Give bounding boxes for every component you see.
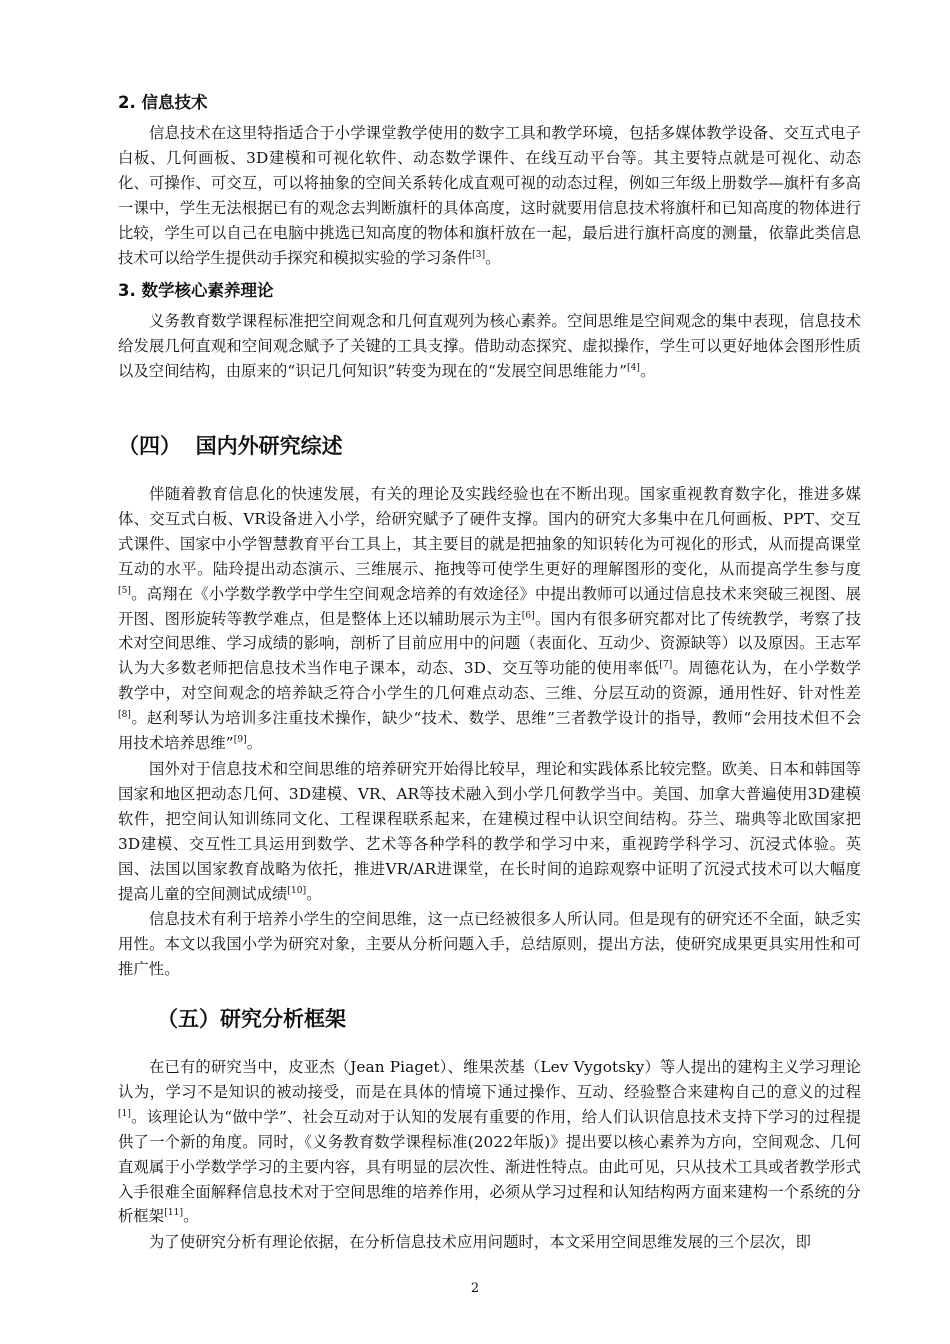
- paragraph-text: 伴随着教育信息化的快速发展，有关的理论及实践经验也在不断出现。国家重视教育数字化，推进多媒体、交互式白板、VR设备进入小学，给研究赋予了硬件支撑。国内的研究大多集中在几何画板、PPT、交互式课件、国家中小学智慧教育平台工具上，其主要目的就是把抽象的知识转化为可视化的形式，从而提高课堂互动的水平。陆玲提出动态演示、三维展示、拖拽等可使学生更好的理解图形的变化，从而提高学生参与度: [118, 485, 861, 578]
- paragraph-text: 。: [246, 734, 263, 753]
- citation-ref: [9]: [233, 735, 247, 746]
- paragraph-text: 义务教育数学课程标准把空间观念和几何直观列为核心素养。空间思维是空间观念的集中表现，信息技术给发展几何直观和空间观念赋予了关键的工具支撑。借助动态探究、虚拟操作，学生可以更好地体会图形性质以及空间结构，由原来的“识记几何知识”转变为现在的“发展空间思维能力”: [118, 312, 861, 380]
- paragraph-info-tech: [118, 121, 861, 270]
- paragraph-foreign-research: [118, 757, 861, 906]
- paragraph-text: 。: [485, 248, 501, 267]
- section-heading-info-tech: 2. 信息技术: [118, 93, 208, 112]
- paragraph-text: 在已有的研究当中，皮亚杰（Jean Piaget）、维果茨基（Lev Vygotsky）等人提出的建构主义学习理论认为，学习不是知识的被动接受，而是在具体的情境下通过操作、互动、经验整合来建构自己的意义的过程: [118, 1058, 861, 1101]
- section-heading-core-literacy: 3. 数学核心素养理论: [118, 281, 274, 300]
- paragraph-text: 信息技术在这里特指适合于小学课堂教学使用的数字工具和教学环境，包括多媒体教学设备、交互式电子白板、几何画板、3D建模和可视化软件、动态数学课件、在线互动平台等。其主要特点就是可视化、动态化、可操作、可交互，可以将抽象的空间关系转化成直观可视的动态过程，例如三年级上册数学—旗杆有多高一课中，学生无法根据已有的观念去判断旗杆的具体高度，这时就要用信息技术将旗杆和已知高度的物体进行比较，学生可以自己在电脑中挑选已知高度的物体和旗杆放在一起，最后进行旗杆高度的测量，依靠此类信息技术可以给学生提供动手探究和模拟实验的学习条件: [118, 124, 861, 267]
- paragraph-text: 。高翔在《小学数学教学中学生空间观念培养的有效途径》中提出教师可以通过信息技术来突破三视图、展开图、图形旋转等教学难点，但是整体上还以辅助展示为主: [118, 584, 861, 628]
- chapter-heading-review: （四） 国内外研究综述: [118, 434, 343, 458]
- citation-ref: [4]: [627, 362, 641, 373]
- page-number: 2: [470, 1281, 480, 1296]
- paragraph-domestic-research: [118, 482, 861, 756]
- citation-ref: [6]: [521, 610, 535, 621]
- paragraph-text: 国外对于信息技术和空间思维的培养研究开始得比较早，理论和实践体系比较完整。欧美、日本和韩国等国家和地区把动态几何、3D建模、VR、AR等技术融入到小学几何教学当中。美国、加拿大普遍使用3D建模软件，把空间认知训练同文化、工程课程联系起来，在建模过程中认识空间结构。芬兰、瑞典等北欧国家把3D建模、交互性工具运用到数学、艺术等各种学科的教学和学习中来，重视跨学科学习、沉浸式体验。英国、法国以国家教育战略为依托，推进VR/AR进课堂，在长时间的追踪观察中证明了沉浸式技术可以大幅度提高儿童的空间测试成绩: [118, 760, 861, 903]
- paragraph-review-summary: 信息技术有利于培养小学生的空间思维，这一点已经被很多人所认同。但是现有的研究还不全面，缺乏实用性。本文以我国小学为研究对象，主要从分析问题入手，总结原则，提出方法，使研究成果更具实用性和可推广性。: [118, 910, 861, 978]
- citation-ref: [7]: [659, 660, 673, 671]
- citation-ref: [5]: [118, 585, 132, 596]
- paragraph-text: 。国内有很多研究都对比了传统教学，考察了技术对空间思维、学习成绩的影响，剖析了目前应用中的问题（表面化、互动少、资源缺等）以及原因。王志军认为大多数老师把信息技术当作电子课本，动态、3D、交互等功能的使用率低: [118, 609, 861, 678]
- paragraph-text: 。该理论认为“做中学”、社会互动对于认知的发展有重要的作用，给人们认识信息技术支持下学习的过程提供了一个新的角度。同时，《义务教育数学课程标准(2022年版)》提出要以核心素养为方向，空间观念、几何直观属于小学数学学习的主要内容，具有明显的层次性、渐进性特点。由此可见，只从技术工具或者教学形式入手很难全面解释信息技术对于空间思维的培养作用，必须从学习过程和认知结构两方面来建构一个系统的分析框架: [118, 1107, 861, 1226]
- citation-ref: [3]: [472, 249, 486, 260]
- paragraph-text: 。: [640, 361, 656, 380]
- paragraph-text: 。: [183, 1207, 199, 1226]
- paragraph-three-levels: 为了使研究分析有理论依据，在分析信息技术应用问题时，本文采用空间思维发展的三个层次，即: [149, 1233, 812, 1251]
- citation-ref: [1]: [118, 1108, 132, 1119]
- paragraph-text: 。周德花认为，在小学数学教学中，对空间观念的培养缺乏符合小学生的几何难点动态、三维、分层互动的资源，通用性好、针对性差: [118, 659, 862, 703]
- paragraph-constructivism: [118, 1055, 861, 1229]
- citation-ref: [11]: [164, 1208, 184, 1219]
- citation-ref: [10]: [287, 885, 307, 896]
- paragraph-core-literacy: [118, 309, 861, 384]
- paragraph-text: 。赵利琴认为培训多注重技术操作，缺少“技术、数学、思维”三者教学设计的指导，教师“会用技术但不会用技术培养思维”: [118, 709, 861, 753]
- paragraph-text: 。: [306, 884, 322, 903]
- citation-ref: [8]: [118, 710, 132, 721]
- chapter-heading-framework: （五）研究分析框架: [157, 1007, 346, 1031]
